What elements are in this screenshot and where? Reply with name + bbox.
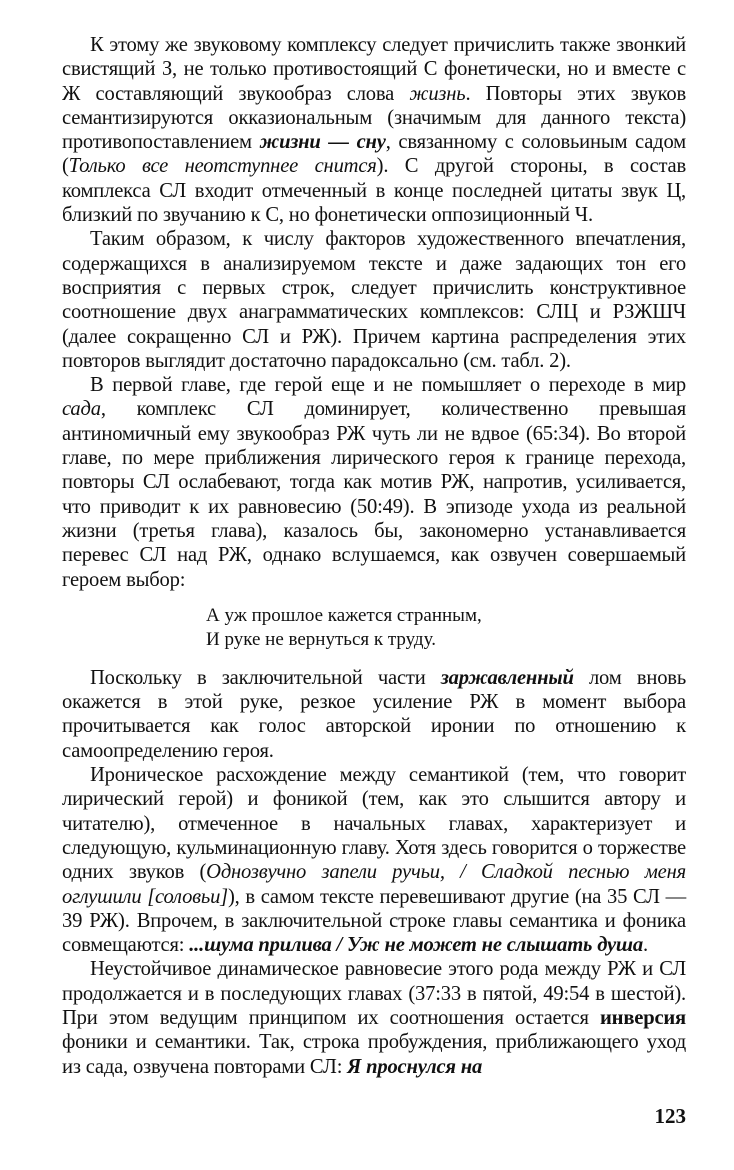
- emphasis: жизни — сну: [259, 131, 386, 154]
- text-run: Ироническое расхождение между семантикой (тем, что говорит лирический герой) и фоникой (тем, как это слышится автору и читателю), отмеченное в начальных главах, характеризует и следующую, кульминационную главу. Хотя здесь говорится о торжестве одних звуков (: [62, 764, 686, 884]
- bold-term: инверсия: [600, 1006, 686, 1029]
- text-run: Неустойчивое динамическое равновесие этого рода между РЖ и СЛ продолжается и в последующих главах (37:33 в пятой, 49:54 в шестой). При этом ведущим принципом их соотношения остается: [62, 958, 686, 1029]
- text-run: К этому же звуковому комплексу следует причислить также звонкий свистящий З, не только противостоящий С фонетически, но и вместе с Ж составляющий звукообраз слова: [62, 34, 686, 105]
- emphasis: Только все неотступнее снится: [68, 155, 377, 178]
- paragraph-5: [62, 763, 686, 957]
- paragraph-4: [62, 666, 686, 763]
- text-run: Поскольку в заключительной части: [90, 666, 441, 689]
- text-run: , комплекс СЛ доминирует, количественно превышая антиномичный ему звукообраз РЖ чуть ли не вдвое (65:34). Во второй главе, по мере приближения лирического героя к границе перехода, повторы СЛ ослабевают, тогда как мотив РЖ, напротив, усиливается, что приводит к их равновесию (50:49). В эпизоде ухода из реальной жизни (третья глава), казалось бы, закономерно устанавливается перевес СЛ над РЖ, однако вслушаемся, как озвучен совершаемый героем выбор:: [62, 398, 686, 591]
- page-number: 123: [654, 1104, 686, 1128]
- emphasis: ...шума прилива / Уж не может не слышать душа: [189, 934, 643, 957]
- verse-line: И руке не вернуться к труду.: [206, 628, 436, 650]
- text-run: ), в самом тексте перевешивают другие (на 35 СЛ — 39 РЖ). Впрочем, в заключительной строке главы семантика и фоника совмещаются:: [62, 885, 686, 957]
- paragraph-2: Таким образом, к числу факторов художественного впечатления, содержащихся в анализируемом тексте и даже задающих тон его восприятия с первых строк, следует причислить конструктивное соотношение двух анаграмматических комплексов: СЛЦ и РЗЖШЧ (далее сокращенно СЛ и РЖ). Причем картина распределения этих повторов выглядит достаточно парадоксально (см. табл. 2).: [62, 228, 686, 372]
- emphasis: заржавленный: [440, 666, 574, 689]
- emphasis: Я проснулся на: [347, 1055, 483, 1078]
- paragraph-1: [62, 33, 686, 227]
- text-run: В первой главе, где герой еще и не помышляет о переходе в мир: [90, 374, 686, 397]
- text-run: , связанному с соловьиным садом (: [62, 131, 686, 178]
- emphasis: сада: [62, 398, 101, 421]
- text-run: .: [642, 934, 648, 957]
- text-run: фоники и семантики. Так, строка пробуждения, приближающего уход из сада, озвучена повторами СЛ:: [62, 1031, 686, 1078]
- verse-quote: [206, 604, 686, 652]
- text-run: лом вновь окажется в этой руке, резкое усиление РЖ в момент выбора прочитывается как голос авторской иронии по отношению к самоопределению героя.: [62, 666, 687, 762]
- body-text: [62, 33, 686, 1079]
- paragraph-6: [62, 957, 686, 1078]
- paragraph-3: [62, 373, 686, 592]
- emphasis: жизнь: [409, 82, 466, 105]
- text-run: . Повторы этих звуков семантизируются окказиональным (значимым для данного текста) противопоставлением: [62, 82, 686, 154]
- verse-line: А уж прошлое кажется странным,: [206, 604, 482, 626]
- text-run: ). С другой стороны, в состав комплекса СЛ входит отмеченный в конце последней цитаты звук Ц, близкий по звучанию к С, но фонетически оппозиционный Ч.: [62, 155, 686, 227]
- emphasis: Однозвучно запели ручьи, / Сладкой песнью меня оглушили [соловьи]: [62, 861, 686, 908]
